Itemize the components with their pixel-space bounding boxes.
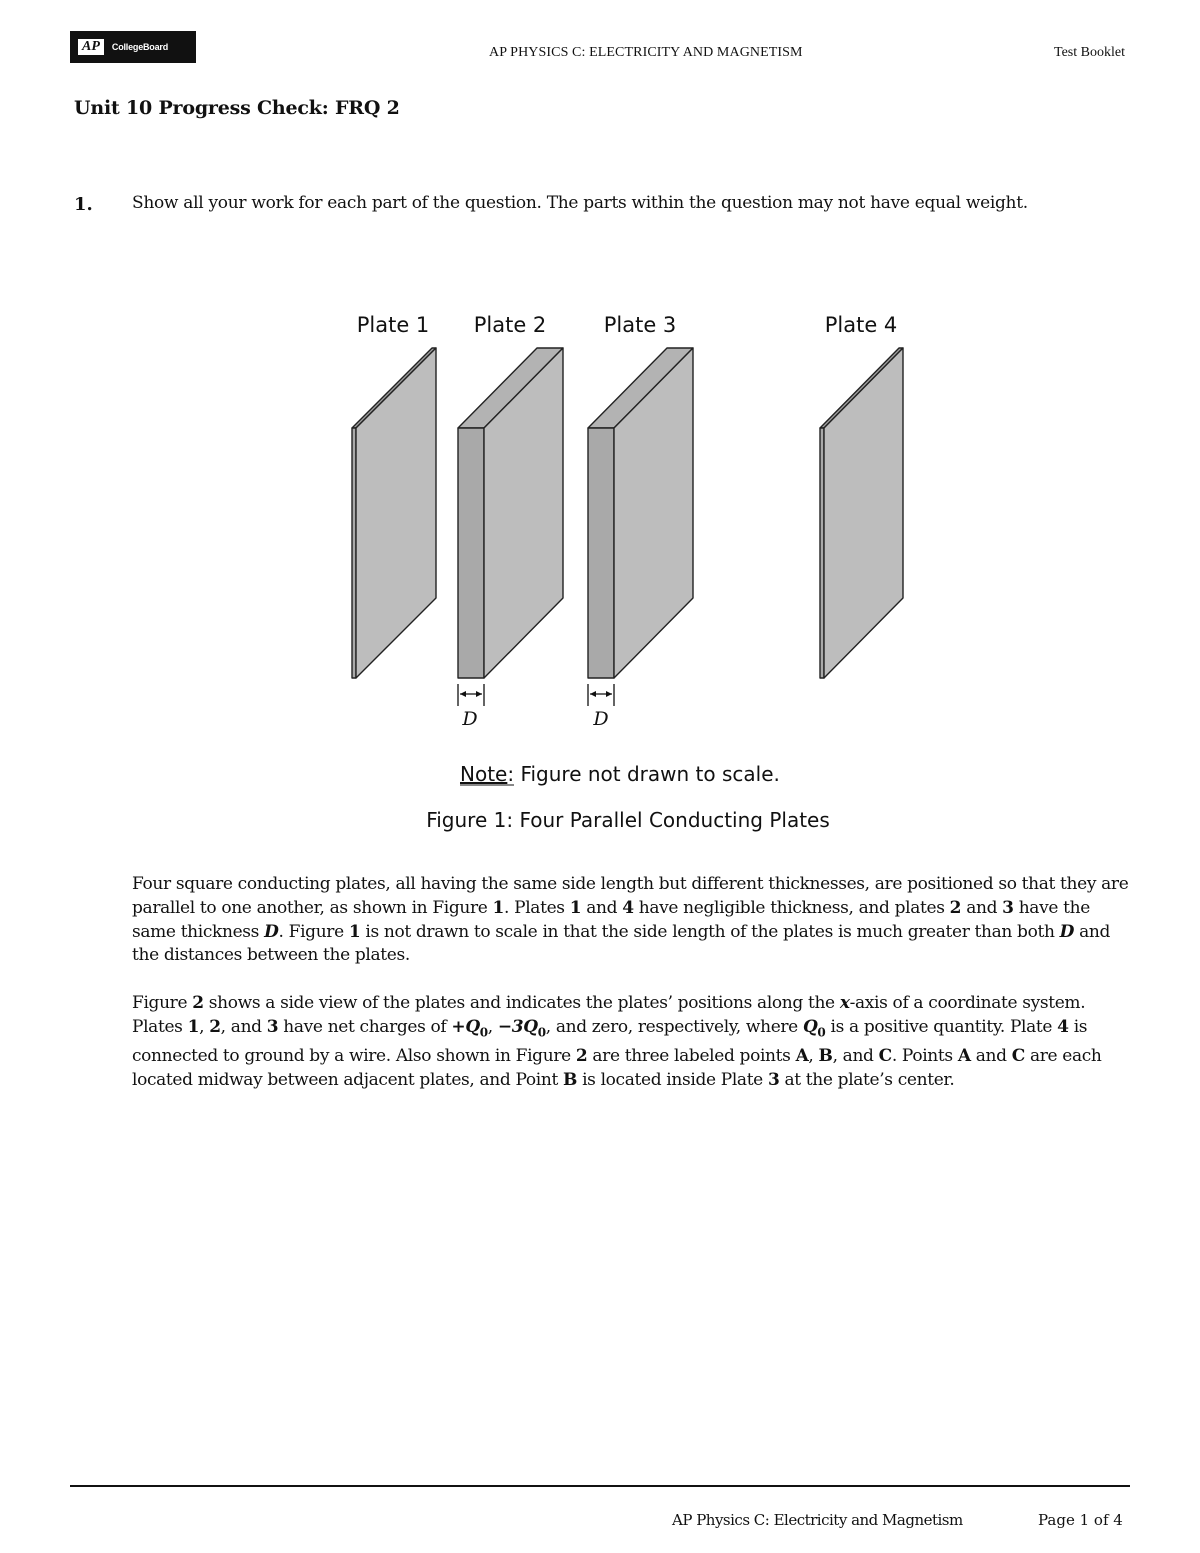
text-run: , and [220, 1016, 267, 1037]
text-run: at the plate’s center. [779, 1069, 955, 1090]
page-title: Unit 10 Progress Check: FRQ 2 [74, 97, 400, 119]
figure-ref: 2 [192, 993, 204, 1013]
figure-ref: 1 [492, 897, 505, 918]
collegeboard-logo-text: CollegeBoard [111, 42, 168, 52]
point-c: C [1011, 1045, 1025, 1066]
figure-ref: 1 [348, 921, 361, 942]
text-run: . Plates [504, 897, 570, 918]
text-run: , [199, 1016, 210, 1037]
text-run: , and [832, 1045, 879, 1066]
text-run: are each located midway between adjacent plates, and Point [132, 1045, 1102, 1090]
subscript: 0 [537, 1025, 546, 1040]
plate-ref: 4 [622, 897, 634, 918]
plate-ref: 3 [767, 1069, 780, 1090]
paragraph-charges-description [132, 992, 1132, 1093]
figure-note-label: Note [460, 762, 508, 786]
text-run: is connected to ground by a wire. Also shown in Figure [132, 1016, 1088, 1066]
question-instructions: Show all your work for each part of the question. The parts within the question may not have equal weight. [132, 193, 1028, 213]
dimension-label-plate-3: D [593, 708, 609, 730]
point-a: A [957, 1045, 971, 1066]
text-run: have negligible thickness, and plates [633, 897, 950, 918]
plate-2 [458, 348, 563, 678]
charge-minus-3q0: −3Q [497, 1016, 538, 1037]
figure-caption: Figure 1: Four Parallel Conducting Plates [426, 808, 830, 832]
header-subject: AP PHYSICS C: ELECTRICITY AND MAGNETISM [489, 45, 803, 60]
plate-ref: 1 [187, 1016, 200, 1037]
plate-1 [352, 348, 436, 678]
figure-ref: 2 [575, 1045, 588, 1066]
plate-ref: 2 [209, 1016, 221, 1037]
plate-4 [820, 348, 903, 678]
plate-ref: 1 [569, 897, 582, 918]
text-run: is not drawn to scale in that the side length of the plates is much greater than both [360, 921, 1060, 942]
text-run: have net charges of [278, 1016, 452, 1037]
subscript: 0 [817, 1025, 826, 1040]
charge-plus-q0: +Q [451, 1016, 480, 1037]
text-run: have the same thickness [132, 897, 1090, 942]
plate-ref: 4 [1057, 1016, 1069, 1037]
text-run: Four square conducting plates, all having the same side length but different thicknesses, are positioned so that they are parallel to one another, as shown in Figure [132, 874, 1129, 918]
point-c: C [878, 1045, 892, 1066]
dimension-label-plate-2: D [462, 708, 478, 730]
text-run: . Points [891, 1045, 958, 1066]
text-run: and [581, 897, 623, 918]
paragraph-plate-description [132, 873, 1132, 968]
plate-2-label: Plate 2 [473, 313, 547, 337]
point-b: B [818, 1045, 833, 1066]
question-number: 1. [74, 194, 93, 215]
ap-collegeboard-logo [70, 31, 196, 63]
footer-course-name: AP Physics C: Electricity and Magnetism [672, 1511, 963, 1529]
variable-d: D [1059, 921, 1075, 942]
text-run: and [970, 1045, 1012, 1066]
text-run: and [961, 897, 1003, 918]
dimension-marker-plate-3 [588, 684, 614, 706]
subscript: 0 [479, 1025, 488, 1040]
text-run: , and zero, respectively, where [545, 1016, 803, 1037]
text-run: , [487, 1016, 498, 1037]
text-run: , [808, 1045, 819, 1066]
variable-x: x [839, 993, 850, 1013]
footer-page-number: Page 1 of 4 [1038, 1511, 1123, 1529]
plate-3-label: Plate 3 [603, 313, 677, 337]
text-run: -axis of a coordinate system. Plates [132, 993, 1086, 1037]
charge-q0: Q [802, 1016, 818, 1037]
variable-d: D [264, 921, 279, 942]
plate-1-label: Plate 1 [356, 313, 430, 337]
plate-3 [588, 348, 693, 678]
plate-4-label: Plate 4 [824, 313, 898, 337]
plate-ref: 2 [949, 897, 962, 918]
text-run: shows a side view of the plates and indicates the plates’ positions along the [203, 993, 840, 1013]
text-run: Figure [132, 993, 193, 1013]
text-run: . Figure [278, 921, 349, 942]
text-run: is a positive quantity. Plate [825, 1016, 1058, 1037]
point-b: B [562, 1069, 578, 1090]
figure-note-text: : Figure not drawn to scale. [507, 762, 780, 786]
ap-logo-text: AP [78, 39, 104, 55]
figure-note [460, 762, 780, 786]
plate-ref: 3 [266, 1016, 279, 1037]
plate-ref: 3 [1002, 897, 1014, 918]
footer-divider [70, 1485, 1130, 1487]
text-run: is located inside Plate [577, 1069, 768, 1090]
header-booklet-label: Test Booklet [1054, 45, 1125, 60]
point-a: A [795, 1045, 809, 1066]
dimension-marker-plate-2 [458, 684, 484, 706]
text-run: are three labeled points [587, 1045, 796, 1066]
text-run: and the distances between the plates. [132, 921, 1111, 966]
